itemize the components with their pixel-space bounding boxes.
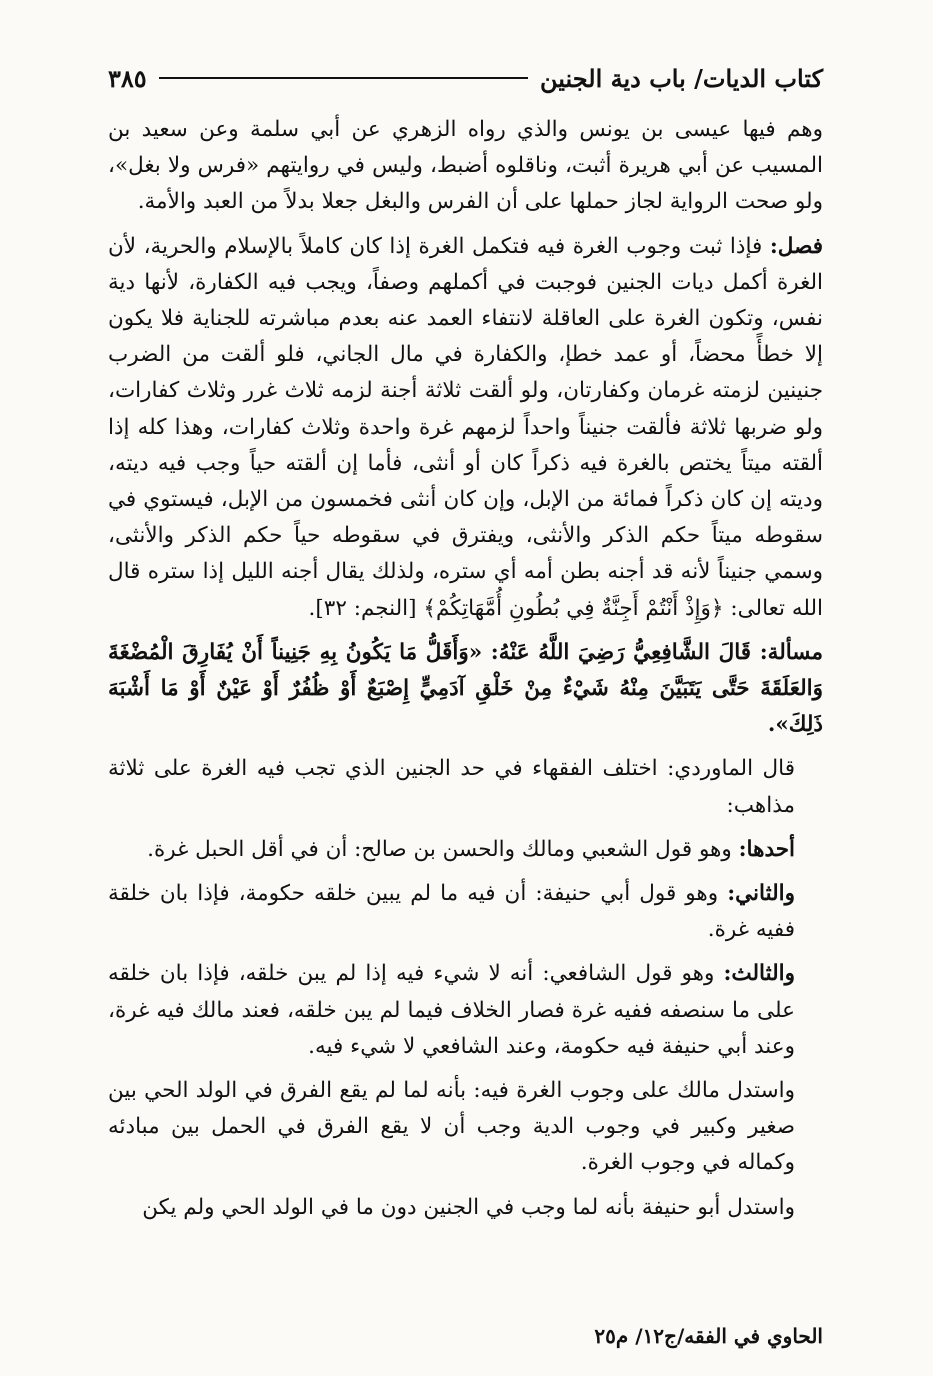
paragraph-text: وهو قول الشعبي ومالك والحسن بن صالح: أن في أقل الحبل غرة. xyxy=(147,836,732,862)
paragraph-second-view xyxy=(108,876,823,948)
paragraph-fasl xyxy=(108,229,823,627)
paragraph-text: قال الماوردي: اختلف الفقهاء في حد الجنين الذي تجب فيه الغرة على ثلاثة مذاهب: xyxy=(108,756,795,818)
running-header xyxy=(108,58,823,98)
paragraph-first-view xyxy=(108,832,823,868)
paragraph-text: وهو قول أبي حنيفة: أن فيه ما لم يبين خلقه حكومة، فإذا بان خلقة ففيه غرة. xyxy=(108,881,795,943)
page-body xyxy=(108,112,823,1234)
paragraph-mawardi xyxy=(108,751,823,823)
paragraph-masala xyxy=(108,635,823,744)
paragraph-text: وهو قول الشافعي: أنه لا شيء فيه إذا لم يبن خلقه، فإذا بان خلقه على ما سنصفه ففيه غرة فصار الخلاف فيما لم يبن خلقه، فعند مالك فيه غرة، وعند أبي حنيفة فيه حكومة، وعند الشافعي لا شيء فيه. xyxy=(108,961,795,1059)
paragraph-lead: والثاني: xyxy=(727,881,795,907)
paragraph-text: فإذا ثبت وجوب الغرة فيه فتكمل الغرة إذا كان كاملاً بالإسلام والحرية، لأن الغرة أكمل ديات الجنين فوجبت في أكملهم وصفاً، ويجب فيه الكفارة، لأنها دية نفس، وتكون الغرة على العاقلة لانتفاء العمد عنه بعدم مباشرته للجناية فلا يكون إلا خطأً محضاً، أو عمد خطإ، والكفارة في مال الجاني، فلو ألقت من الضرب جنينين لزمته غرمان وكفارتان، ولو ألقت ثلاثة أجنة لزمه ثلاث غرر وثلاث كفارات، ولو ضربها ثلاثة فألقت جنيناً واحداً لزمهم غرة واحدة وثلاث كفارات، وهذا كله إذا ألقته ميتاً يختص بالغرة فيه ذكراً كان أو أنثى، فأما إن ألقته حياً وجب فيه ديته، وديته إن كان ذكراً فمائة من الإبل، وإن كان أنثى فخمسون من الإبل، فيستوي في سقوطه ميتاً حكم الذكر والأنثى، ويفترق في سقوطه حياً حكم الذكر والأنثى، وسمي جنيناً لأنه قد أجنه بطن أمه أي ستره، ولذلك يقال أجنه الليل إذا ستره قال الله تعالى: ﴿وَإِذْ أَنْتُمْ أَجِنَّةٌ فِي بُطُونِ أُمَّهَاتِكُمْ﴾ [النجم: ٣٢]. xyxy=(108,233,824,621)
paragraph-lead: والثالث: xyxy=(723,961,795,987)
paragraph-1 xyxy=(108,112,823,221)
paragraph-text: قَالَ الشَّافِعِيُّ رَضِيَ اللَّهُ عَنْهُ: «وَأَقَلُّ مَا يَكُونُ بِهِ جَنِيناً أَنْ يُفَارِقَ الْمُضْغَةَ وَالعَلَقَةَ حَتَّى يَتَبَيَّنَ مِنْهُ شَيْءٌ مِنْ خَلْقِ آدَمِيٍّ إِصْبَعٌ أَوْ ظُفُرٌ أَوْ عَيْنٌ أَوْ مَا أَشْبَهَ ذَلِكَ». xyxy=(108,639,823,738)
header-rule xyxy=(159,77,528,79)
paragraph-lead: مسألة: xyxy=(759,639,823,665)
paragraph-text: واستدل أبو حنيفة بأنه لما وجب في الجنين دون ما في الولد الحي ولم يكن xyxy=(142,1194,795,1220)
paragraph-malik-argument xyxy=(108,1073,823,1182)
paragraph-lead: أحدها: xyxy=(738,836,795,862)
page-number: ٣٨٥ xyxy=(108,63,147,93)
chapter-title: كتاب الديات/ باب دية الجنين xyxy=(540,63,823,93)
signature-footer: الحاوي في الفقه/ج١٢/ م٢٥ xyxy=(594,1324,823,1348)
paragraph-text: واستدل مالك على وجوب الغرة فيه: بأنه لما لم يقع الفرق في الولد الحي بين صغير وكبير في وجوب الدية وجب أن لا يقع الفرق في الحمل بين مبادئه وكماله في وجوب الغرة. xyxy=(108,1078,795,1176)
paragraph-lead: فصل: xyxy=(769,233,823,259)
paragraph-third-view xyxy=(108,956,823,1065)
paragraph-text: وهم فيها عيسى بن يونس والذي رواه الزهري عن أبي سلمة وعن سعيد بن المسيب عن أبي هريرة أثبت، وناقلوه أضبط، وليس في روايتهم «فرس ولا بغل»، ولو صحت الرواية لجاز حملها على أن الفرس والبغل جعلا بدلاً من العبد والأمة. xyxy=(108,117,823,215)
paragraph-abu-hanifa-argument xyxy=(108,1190,823,1226)
